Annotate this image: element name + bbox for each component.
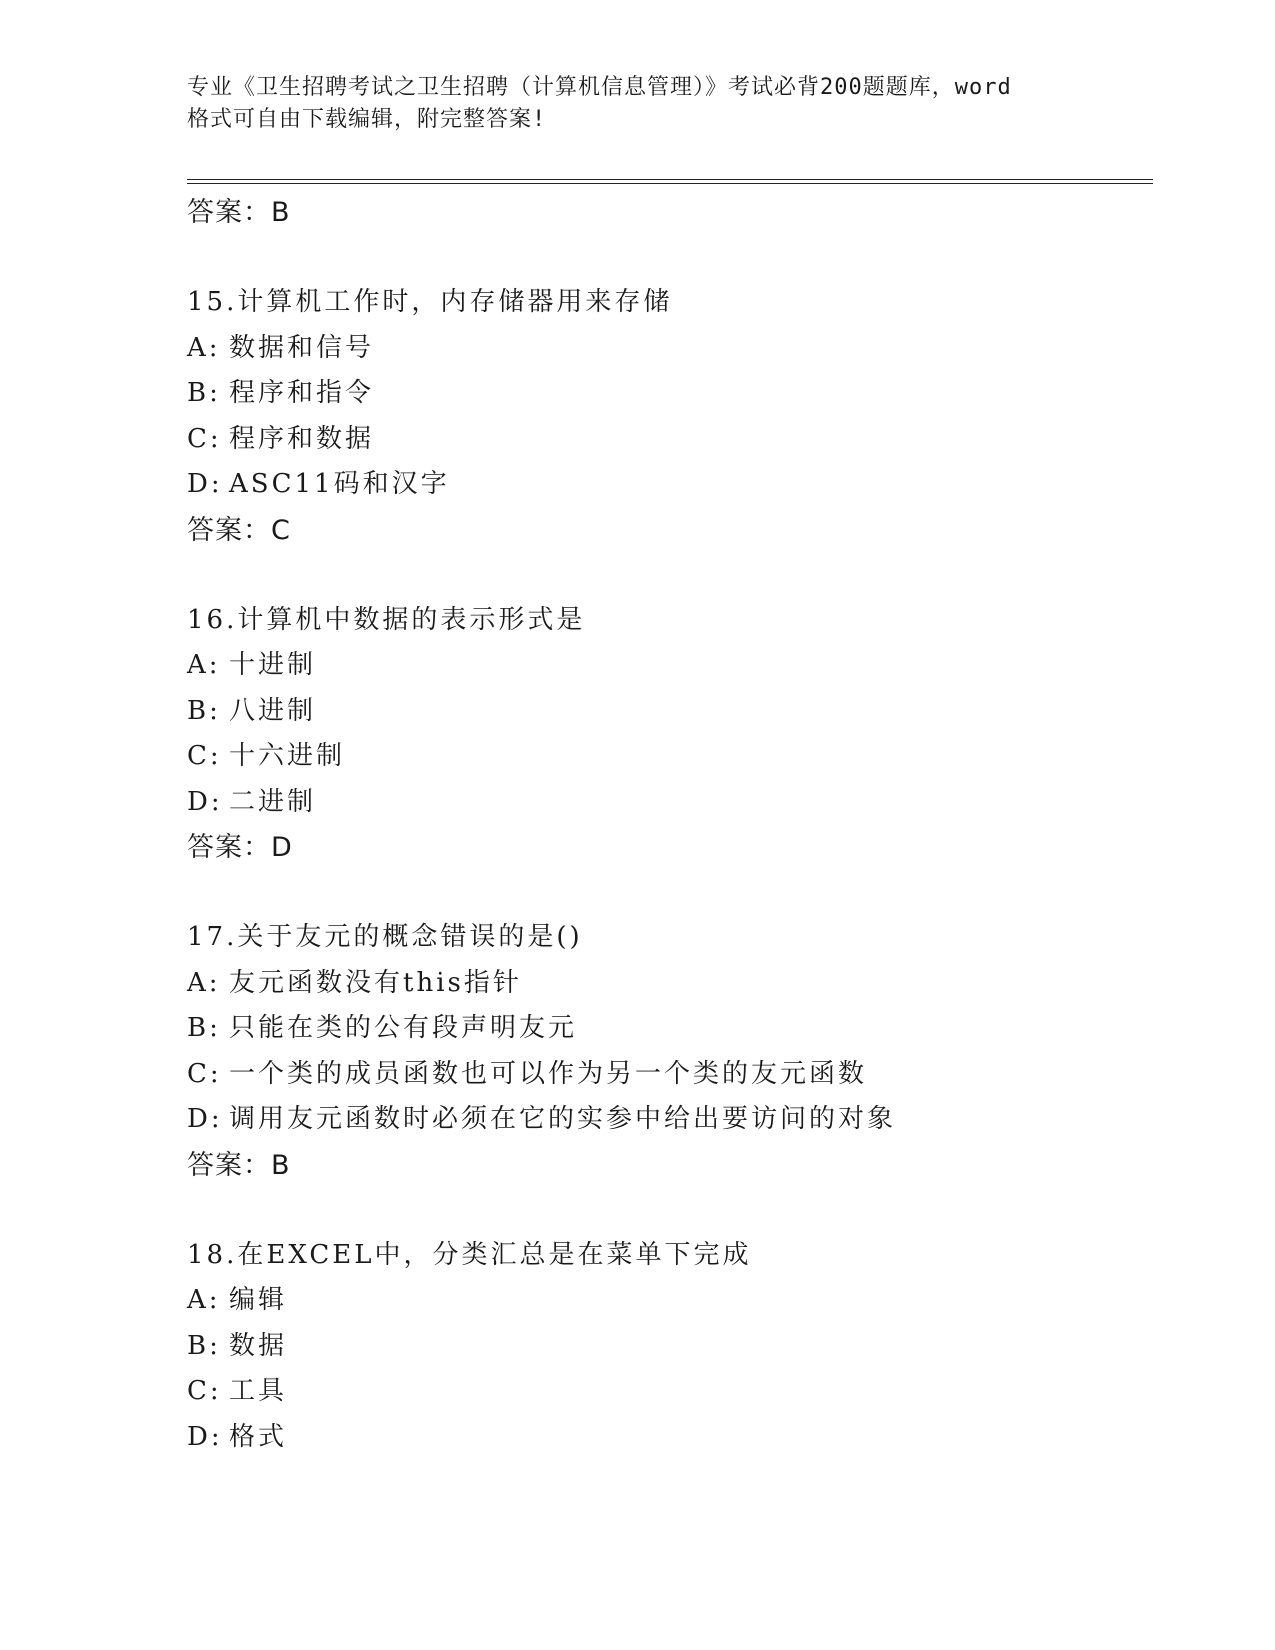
option-text: 友元函数没有this指针 (229, 967, 522, 998)
question-17 (187, 915, 1187, 1189)
option-letter: A: (187, 650, 221, 680)
question-stem: 17.关于友元的概念错误的是() (187, 922, 583, 952)
header-line-2: 格式可自由下载编辑，附完整答案! (187, 107, 547, 132)
option-text: 工具 (229, 1376, 288, 1406)
answer-line: 答案：D (187, 832, 293, 863)
header-divider-top (187, 179, 1153, 180)
header-divider-bottom (187, 183, 1153, 184)
option-letter: D: (187, 1104, 223, 1134)
option-letter: C: (187, 423, 222, 454)
option-a (187, 643, 1187, 689)
option-letter: C: (187, 741, 222, 771)
option-letter: B: (187, 378, 221, 408)
option-letter: A: (187, 1285, 221, 1315)
option-text: 八进制 (229, 695, 317, 726)
option-text: 格式 (229, 1421, 288, 1452)
option-c (187, 1052, 1187, 1098)
option-text: 数据和信号 (229, 332, 375, 363)
option-c (187, 417, 1187, 463)
option-letter: B: (187, 695, 221, 726)
spacer (187, 236, 1187, 280)
option-a (187, 326, 1187, 372)
option-b (187, 1324, 1187, 1370)
option-text: 数据 (229, 1330, 288, 1361)
option-c (187, 734, 1187, 780)
option-text: 程序和指令 (229, 378, 375, 408)
option-letter: B: (187, 1013, 221, 1043)
option-c (187, 1369, 1187, 1415)
question-stem: 15.计算机工作时，内存储器用来存储 (187, 287, 673, 317)
option-letter: A: (187, 332, 221, 363)
option-letter: D: (187, 1421, 223, 1452)
option-letter: C: (187, 1376, 222, 1406)
question-18 (187, 1233, 1187, 1461)
option-text: 编辑 (229, 1285, 288, 1315)
option-letter: D: (187, 786, 223, 817)
option-text: 一个类的成员函数也可以作为另一个类的友元函数 (229, 1058, 868, 1089)
option-d (187, 1415, 1187, 1461)
document-header (187, 72, 1107, 136)
option-d (187, 780, 1187, 826)
spacer (187, 871, 1187, 915)
option-letter: C: (187, 1058, 222, 1089)
option-d (187, 462, 1187, 508)
option-b (187, 689, 1187, 735)
question-16 (187, 598, 1187, 872)
question-stem: 16.计算机中数据的表示形式是 (187, 604, 586, 635)
option-text: 调用友元函数时必须在它的实参中给出要访问的对象 (229, 1104, 897, 1134)
option-text: 只能在类的公有段声明友元 (229, 1013, 578, 1043)
option-b (187, 1006, 1187, 1052)
answer-line: 答案：B (187, 1149, 291, 1181)
option-text: 十进制 (229, 650, 317, 680)
spacer (187, 554, 1187, 598)
option-d (187, 1097, 1187, 1143)
option-letter: D: (187, 469, 223, 499)
answer-line: 答案：C (187, 514, 291, 546)
option-letter: B: (187, 1330, 221, 1361)
option-a (187, 961, 1187, 1007)
question-stem: 18.在EXCEL中，分类汇总是在菜单下完成 (187, 1239, 752, 1270)
option-text: 程序和数据 (229, 423, 375, 454)
question-15 (187, 280, 1187, 554)
option-text: ASC11码和汉字 (229, 469, 450, 499)
option-a (187, 1278, 1187, 1324)
option-text: 二进制 (229, 786, 317, 817)
option-letter: A: (187, 967, 221, 998)
question-list (187, 190, 1187, 1460)
option-b (187, 371, 1187, 417)
header-line-1: 专业《卫生招聘考试之卫生招聘（计算机信息管理）》考试必背200题题库，word (187, 75, 1012, 100)
option-text: 十六进制 (229, 741, 346, 771)
spacer (187, 1189, 1187, 1233)
answer-line: 答案：B (187, 197, 291, 228)
